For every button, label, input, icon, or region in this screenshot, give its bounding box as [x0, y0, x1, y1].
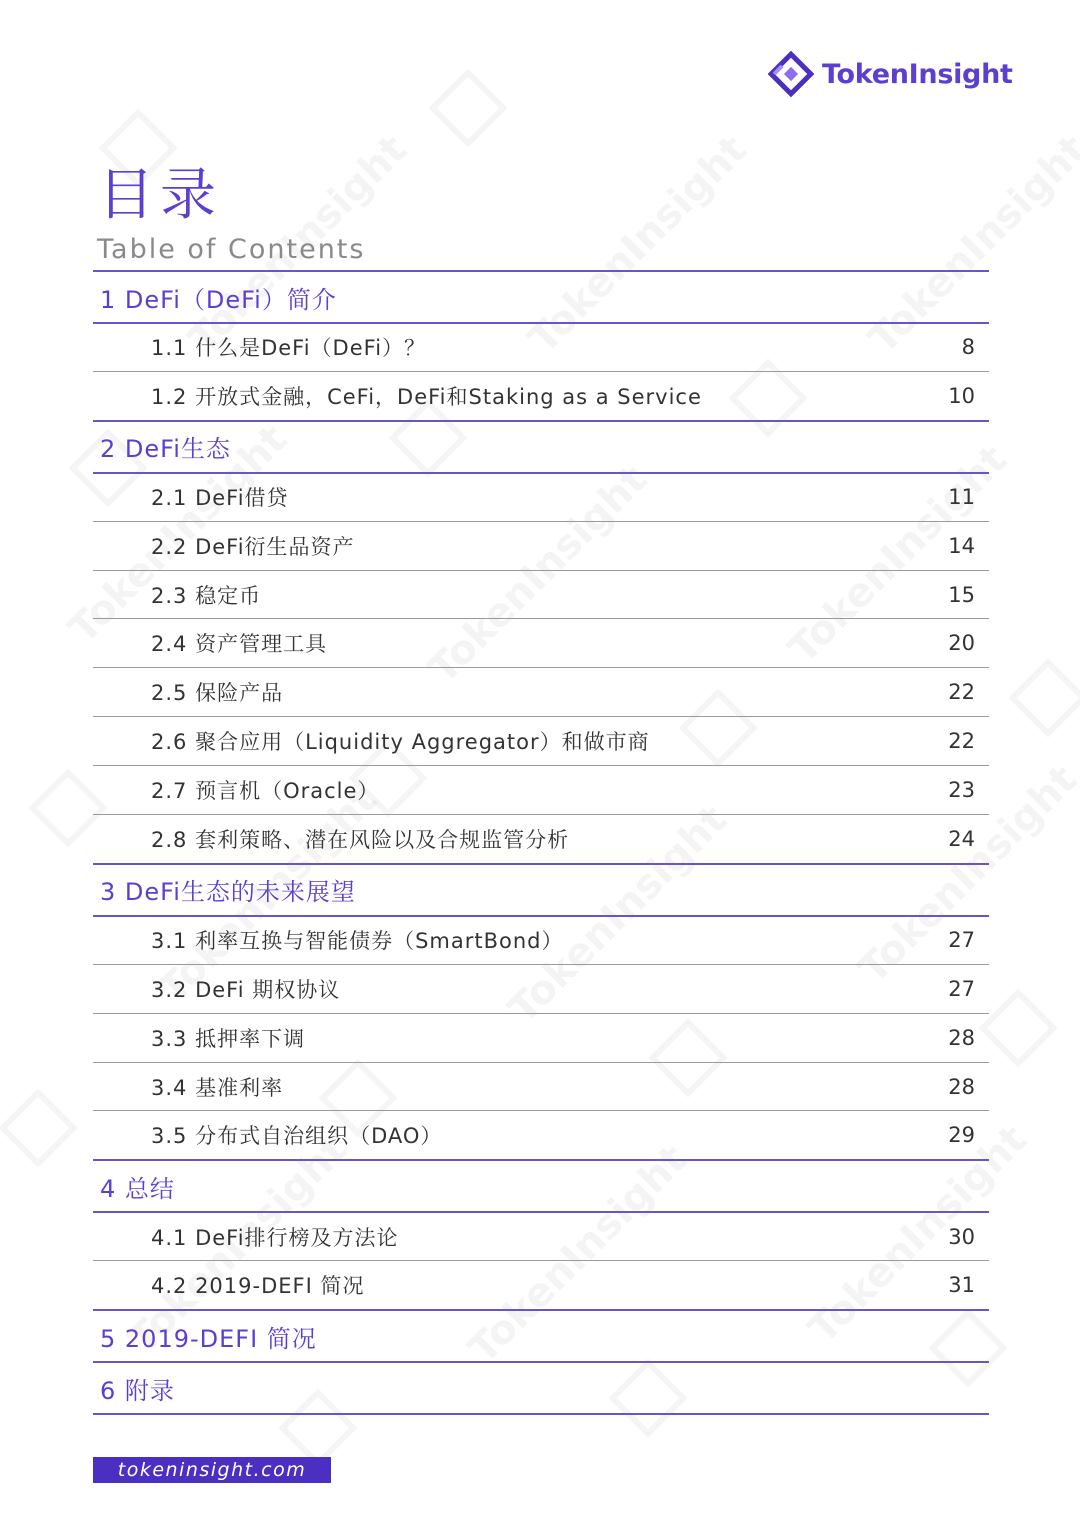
tokeninsight-logo-icon [768, 51, 814, 97]
toc-entry-label: 6 附录 [100, 1376, 175, 1405]
toc-entry-label: 2.2 DeFi衍生品资产 [151, 534, 355, 559]
toc-section[interactable] [93, 1309, 989, 1361]
toc-entry-label: 3.5 分布式自治组织（DAO） [151, 1124, 443, 1149]
toc-entry-label: 4.1 DeFi排行榜及方法论 [151, 1225, 399, 1250]
toc-entry[interactable] [93, 814, 989, 863]
toc-entry[interactable] [93, 521, 989, 570]
toc-entry-label: 3.4 基准利率 [151, 1075, 284, 1100]
toc-bottom-rule [93, 1413, 989, 1415]
toc-entry[interactable] [93, 716, 989, 765]
toc-entry-label: 2 DeFi生态 [100, 435, 231, 464]
toc-entry[interactable] [93, 915, 989, 964]
toc-entry-label: 2.7 预言机（Oracle） [151, 779, 380, 804]
watermark-logo-icon [0, 1088, 78, 1167]
toc-entry[interactable] [93, 1211, 989, 1260]
toc-entry[interactable] [93, 1013, 989, 1062]
watermark-logo-icon [428, 68, 507, 147]
toc-entry-label: 2.4 资产管理工具 [151, 632, 328, 657]
toc-entry-label: 3.3 抵押率下调 [151, 1026, 306, 1051]
toc-entry-label: 2.5 保险产品 [151, 681, 284, 706]
toc-page-number: 11 [948, 485, 975, 510]
toc-entry-label: 2.6 聚合应用（Liquidity Aggregator）和做市商 [151, 730, 650, 755]
toc-entry[interactable] [93, 472, 989, 521]
toc-entry-label: 1.2 开放式金融，CeFi，DeFi和Staking as a Service [151, 384, 702, 409]
watermark-logo-icon [978, 988, 1057, 1067]
toc-page-number: 29 [948, 1123, 975, 1148]
footer-url[interactable]: tokeninsight.com [117, 1459, 307, 1481]
watermark-logo-icon [1008, 658, 1080, 737]
toc-page-number: 22 [948, 680, 975, 705]
toc-entry[interactable] [93, 1062, 989, 1111]
toc-section[interactable] [93, 270, 989, 322]
toc-entry-label: 2.8 套利策略、潜在风险以及合规监管分析 [151, 827, 570, 852]
toc-entry[interactable] [93, 1110, 989, 1159]
toc-page-number: 27 [948, 928, 975, 953]
toc-entry[interactable] [93, 322, 989, 371]
page-title: 目录 [98, 163, 222, 228]
brand-name: TokenInsight [822, 58, 1013, 90]
toc-entry-label: 4 总结 [100, 1174, 175, 1203]
toc-entry-label: 3.1 利率互换与智能债券（SmartBond） [151, 929, 564, 954]
toc-page-number: 31 [948, 1273, 975, 1298]
toc-section[interactable] [93, 1159, 989, 1211]
toc-page-number: 27 [948, 976, 975, 1001]
toc-page-number: 24 [948, 826, 975, 851]
toc-entry[interactable] [93, 964, 989, 1013]
toc-entry-label: 1 DeFi（DeFi）简介 [100, 285, 337, 314]
toc-entry-label: 5 2019-DEFI 简况 [100, 1324, 317, 1353]
toc-entry[interactable] [93, 570, 989, 619]
toc-entry-label: 1.1 什么是DeFi（DeFi）？ [151, 336, 427, 361]
toc-page-number: 23 [948, 778, 975, 803]
toc-entry[interactable] [93, 667, 989, 716]
toc-page-number: 28 [948, 1025, 975, 1050]
toc-section[interactable] [93, 863, 989, 915]
toc-page-number: 10 [948, 383, 975, 408]
toc-page-number: 20 [948, 631, 975, 656]
toc-entry-label: 2.1 DeFi借贷 [151, 486, 289, 511]
toc-section[interactable] [93, 1361, 989, 1413]
page-subtitle: Table of Contents [97, 234, 366, 265]
table-of-contents [93, 270, 989, 1415]
toc-page-number: 30 [948, 1224, 975, 1249]
toc-entry-label: 4.2 2019-DEFI 简况 [151, 1274, 365, 1299]
toc-entry-label: 3 DeFi生态的未来展望 [100, 878, 356, 907]
toc-entry-label: 3.2 DeFi 期权协议 [151, 977, 341, 1002]
brand-logo [768, 50, 1013, 98]
footer-url-bar [93, 1457, 331, 1483]
toc-entry[interactable] [93, 618, 989, 667]
toc-page-number: 14 [948, 533, 975, 558]
toc-entry[interactable] [93, 765, 989, 814]
toc-entry[interactable] [93, 371, 989, 420]
toc-page-number: 22 [948, 729, 975, 754]
toc-section[interactable] [93, 420, 989, 472]
toc-page-number: 15 [948, 582, 975, 607]
toc-entry[interactable] [93, 1260, 989, 1309]
toc-page-number: 28 [948, 1074, 975, 1099]
toc-page-number: 8 [961, 335, 975, 360]
toc-entry-label: 2.3 稳定币 [151, 583, 262, 608]
